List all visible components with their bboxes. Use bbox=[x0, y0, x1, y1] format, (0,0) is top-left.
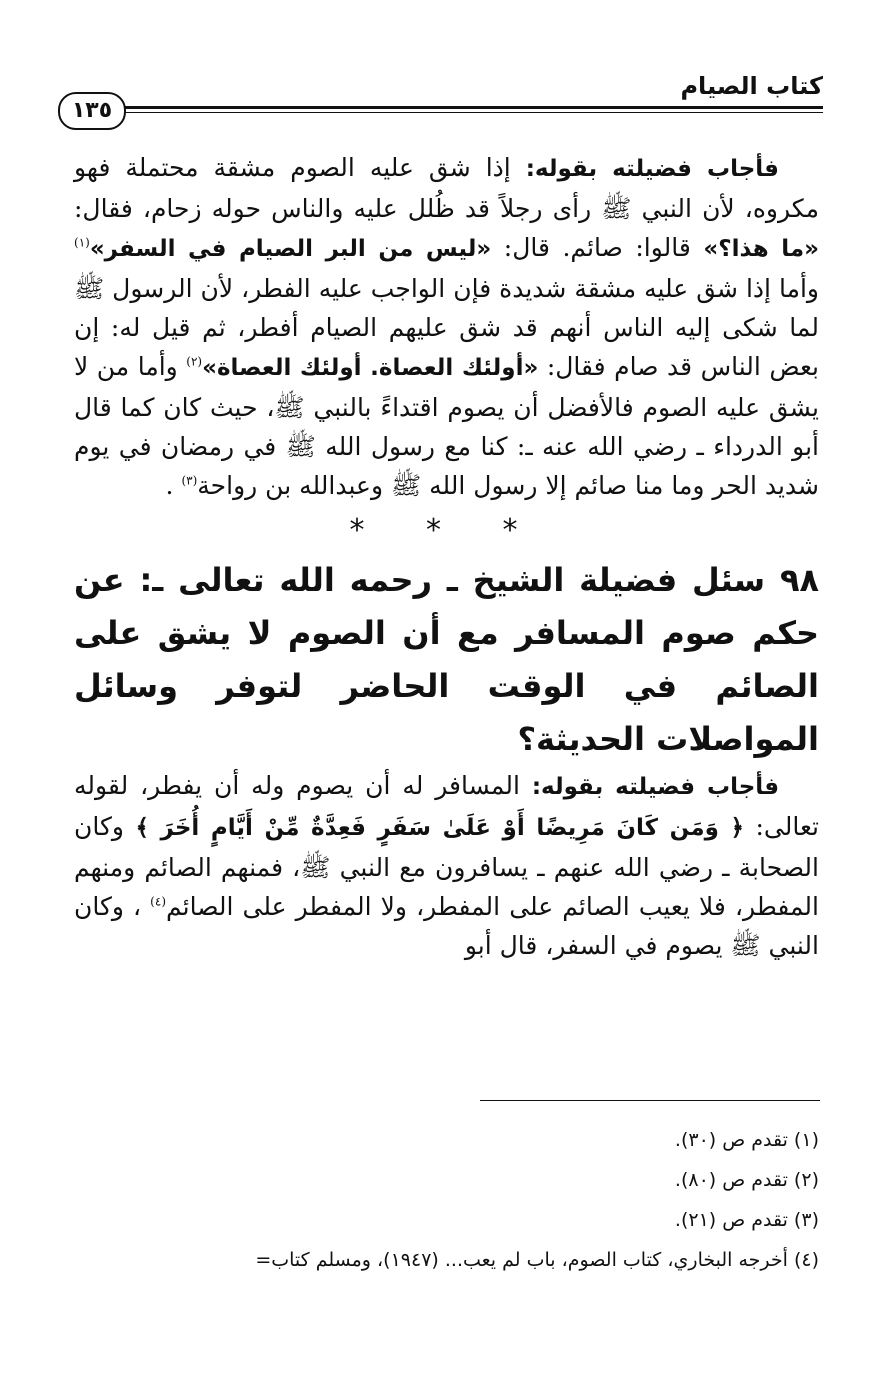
answer-text: ، وكان النبي ﷺ يصوم في السفر، قال أبو bbox=[74, 892, 819, 960]
header-rule-thin bbox=[120, 112, 823, 113]
question-heading: ٩٨ سئل فضيلة الشيخ ـ رحمه الله تعالى ـ: عن حكم صوم المسافر مع أن الصوم لا يشق على الصائم في الوقت الحاضر لتوفر وسائل المواصلات الحديثة؟ bbox=[74, 561, 819, 758]
answer-paragraph-2 bbox=[74, 766, 819, 965]
footnote-item: (٣) تقدم ص (٢١). bbox=[674, 1209, 819, 1231]
answer-paragraph-1 bbox=[74, 148, 819, 505]
footnote-item: (١) تقدم ص (٣٠). bbox=[674, 1129, 819, 1151]
answer-label: فأجاب فضيلته بقوله: bbox=[525, 156, 779, 182]
quran-verse: ﴿ وَمَن كَانَ مَرِيضًا أَوْ عَلَىٰ سَفَرٍ فَعِدَّةٌ مِّنْ أَيَّامٍ أُخَرَ ﴾ bbox=[135, 815, 744, 841]
book-title: كتاب الصيام bbox=[680, 72, 823, 100]
hadith-quote: «أولئك العصاة. أولئك العصاة» bbox=[202, 355, 539, 381]
answer-text: وكان الصحابة ـ رضي الله عنهم ـ يسافرون مع النبي ﷺ، فمنهم الصائم ومنهم المفطر، فلا يعيب الصائم على المفطر، ولا المفطر على الصائم bbox=[74, 812, 819, 921]
header-rule bbox=[120, 106, 823, 109]
footnote-item: (٢) تقدم ص (٨٠). bbox=[674, 1169, 819, 1191]
hadith-quote: «ما هذا؟» bbox=[703, 236, 820, 262]
page-body bbox=[74, 148, 819, 965]
section-separator: * * * bbox=[349, 513, 544, 548]
answer-text: المسافر له أن يصوم وله أن يفطر، لقوله تعالى: bbox=[74, 771, 819, 841]
footnote-ref: (٤) bbox=[150, 894, 166, 909]
footnote-item: (٤) أخرجه البخاري، كتاب الصوم، باب لم يعب... (١٩٤٧)، ومسلم كتاب= bbox=[255, 1249, 819, 1271]
footnotes bbox=[74, 1120, 819, 1280]
hadith-quote: «ليس من البر الصيام في السفر» bbox=[89, 236, 492, 262]
footnote-divider bbox=[480, 1100, 820, 1101]
answer-text: قالوا: صائم. قال: bbox=[491, 233, 704, 262]
page-number: ١٣٥ bbox=[58, 92, 126, 130]
footnote-ref: (١) bbox=[74, 235, 90, 250]
answer-text: إذا شق عليه الصوم مشقة محتملة فهو مكروه، لأن النبي ﷺ رأى رجلاً قد ظُلل عليه والناس حوله زحام، فقال: bbox=[74, 153, 819, 223]
answer-text: وأما إذا شق عليه مشقة شديدة فإن الواجب عليه الفطر، لأن الرسول ﷺ لما شكى إليه الناس أنهم قد شق عليهم الصيام أفطر، ثم قيل له: إن بعض الناس قد صام فقال: bbox=[74, 274, 820, 381]
answer-text: وأما من لا يشق عليه الصوم فالأفضل أن يصوم اقتداءً بالنبي ﷺ، حيث كان كما قال أبو الدرداء ـ رضي الله عنه ـ: كنا مع رسول الله ﷺ في رمضان في يوم شديد الحر وما منا صائم إلا رسول الله ﷺ وعبدالله بن رواحة bbox=[74, 352, 819, 500]
answer-text: . bbox=[165, 471, 182, 500]
answer-label: فأجاب فضيلته بقوله: bbox=[531, 774, 780, 800]
footnote-ref: (٢) bbox=[186, 354, 203, 369]
page-header bbox=[58, 70, 823, 130]
footnote-ref: (٣) bbox=[181, 473, 198, 488]
